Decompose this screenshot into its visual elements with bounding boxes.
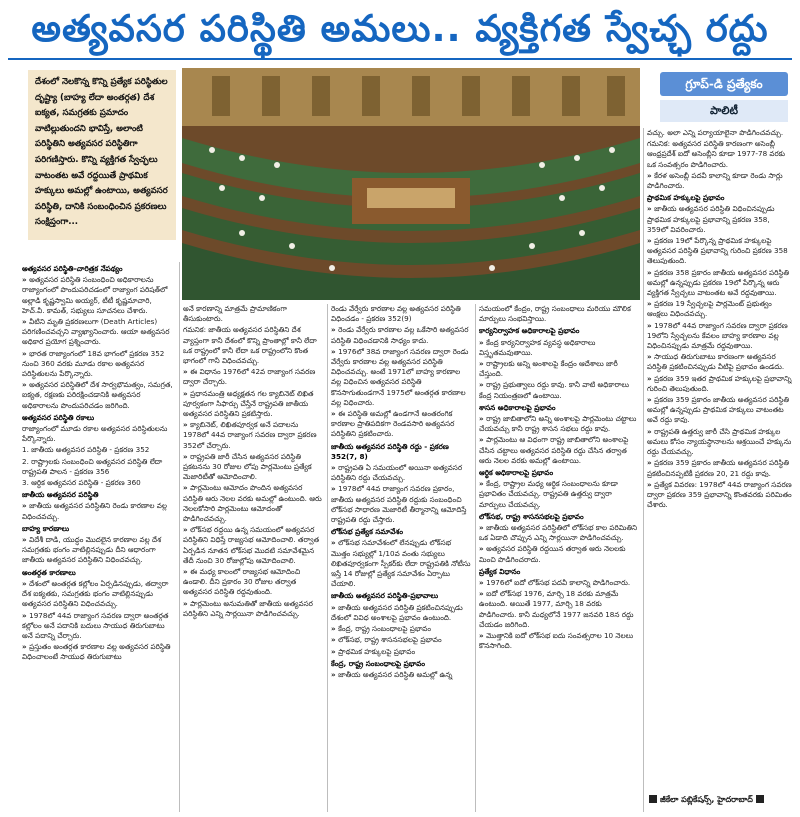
- section-heading: లోక్‌సభ, రాష్ట్ర శాసనసభలపై ప్రభావం: [479, 511, 584, 521]
- section-heading: జాతీయ అత్యవసర పరిస్థితి: [22, 490, 99, 500]
- paragraph: 3. ఆర్థిక అత్యవసర పరిస్థితి - ప్రకరణ 360: [22, 478, 141, 488]
- paragraph: » పార్లమెంటు ఆమోదం పొందిన అత్యవసర పరిస్థితి ఆరు నెలల వరకు అమల్లో ఉంటుంది. ఆరు నెలలకోసారి పార్లమెంటు ఆమోదంతో పొడిగించవచ్చు.: [183, 483, 323, 524]
- paragraph: » జాతీయ అత్యవసర పరిస్థితి ప్రకటించినప్పుడు దేశంలో వివిధ అంశాలపై ప్రభావం ఉంటుంది.: [331, 603, 471, 623]
- paragraph: » భారత రాజ్యాంగంలో 18వ భాగంలో ప్రకరణ 352 నుంచి 360 వరకు మూడు రకాల అత్యవసర పరిస్థితులను పేర్కొన్నారు.: [22, 349, 176, 380]
- paragraph: » అత్యవసర పరిస్థితి సంబంధించి అధికారాలను రాజ్యాంగంలో పొందుపరిచడంలో రాజ్యాంగ పరిషత్‌లో అల్లాడి కృష్ణస్వామి అయ్యర్, టీటీ కృష్ణమాచారి, హెచ్.వీ. కామత్, సభ్యులు సూచనలు చేశారు.: [22, 275, 176, 316]
- intro-box: దేశంలో నెలకొన్న కొన్ని ప్రత్యేక పరిస్థితుల దృష్ట్యా (బాహ్య లేదా అంతర్గత) దేశ ఐక్యత, సమగ్రతకు ప్రమాదం వాటిల్లుతుందని భావిస్తే, అలాంటి పరిస్థితిని అత్యవసర పరిస్థితిగా పరిగణిస్తారు. కొన్ని వ్యక్తిగత స్వేచ్ఛలు వాటంతట అవే రద్దయితే ప్రాథమిక హక్కులు అమల్లో ఉంటాయి, అత్యవసర పరిస్థితి, దానికి సంబంధించిన ప్రకరణలు సంక్షిప్తంగా...: [28, 70, 176, 240]
- paragraph: » ప్రస్తుతం అంతర్గత కారణాల వల్ల అత్యవసర పరిస్థితి విధించాలంటే సాయుధ తిరుగుబాటు: [22, 642, 176, 662]
- paragraph: » లోక్‌సభ సమావేశంలో లేనప్పుడు లోక్‌సభ మొత్తం సభ్యుల్లో 1/10వ వంతు సభ్యులు లిఖితపూర్వకంగా స్పీకర్‌కు లేదా రాష్ట్రపతికి నోటీసు ఇస్తే 14 రోజుల్లో ప్రత్యేక సమావేశం ఏర్పాటు చేయాలి.: [331, 538, 471, 589]
- paragraph: » జాతీయ అత్యవసర పరిస్థితిలో లోక్‌సభ కాల పరిమితిని ఒక ఏడాది చొప్పున ఎన్ని సార్లయినా పొడిగించవచ్చు.: [479, 523, 639, 543]
- paragraph: » కేంద్ర, రాష్ట్రాల మధ్య ఆర్థిక సంబంధాలను కూడా ప్రభావితం చేయవచ్చు. రాష్ట్రపతి ఉత్తర్వు ద్వారా మార్పులు చేయవచ్చు.: [479, 479, 639, 510]
- section-heading: ఆర్థిక అధికారాలపై ప్రభావం: [479, 468, 554, 478]
- section-subject: పాలిటీ: [660, 100, 788, 122]
- paragraph: » క్యాబినెట్, లిఖితపూర్వక అనే పదాలను 1978లో 44వ రాజ్యాంగ సవరణ ద్వారా ప్రకరణ 352లో చేర్చారు.: [183, 420, 323, 451]
- section-heading: బాహ్య కారణాలు: [22, 523, 70, 533]
- paragraph: రాజ్యాంగంలో మూడు రకాల అత్యవసర పరిస్థితులను పేర్కొన్నారు.: [22, 424, 168, 444]
- paragraph: » ప్రకరణ 19 స్వేచ్ఛలపై పార్లమెంట్ ప్రభుత్వం ఆంక్షలు విధించవచ్చు.: [647, 299, 792, 319]
- publisher-credit: [646, 792, 792, 808]
- paragraph: » మొత్తానికి ఐదో లోక్‌సభ ఐదు సంవత్సరాల 10 నెలలు కొనసాగింది.: [479, 631, 639, 651]
- square-icon: [756, 795, 764, 803]
- section-heading: జాతీయ అత్యవసర పరిస్థితి రద్దు - ప్రకరణ 352(7, 8): [331, 441, 449, 461]
- paragraph: » 1976లో 38వ రాజ్యాంగ సవరణ ద్వారా రెండు వేర్వేరు కారణాల వల్ల అత్యవసర పరిస్థితి విధించవచ్చు. అంటే 1971లో బాహ్య కారణాల వల్ల విధించిన అత్యవసర పరిస్థితి కొనసాగుతుండగానే 1975లో అంతర్గత కారణాల వల్ల విధించారు.: [331, 347, 471, 408]
- paragraph: » ప్రధానమంత్రి అధ్యక్షతన గల క్యాబినెట్ లిఖిత పూర్వకంగా సిఫార్సు చేస్తేనే రాష్ట్రపతి జాతీయ అత్యవసర పరిస్థితిని ప్రకటిస్తారు.: [183, 389, 323, 420]
- paragraph: » రాష్ట్ర ప్రభుత్వాలు రద్దు కావు. కానీ వాటి అధికారాలు కేంద్ర నియంత్రణలో ఉంటాయి.: [479, 380, 639, 400]
- paragraph: » అత్యవసర పరిస్థితిలో దేశ సార్వభౌమత్వం, సమగ్రత, ఐక్యత, రక్షణకు పరిరక్షించడానికి అత్యవసర అధికారాలను పొందుపరిచడం జరిగింది.: [22, 380, 176, 411]
- paragraph: సమయంలో కేంద్రం, రాష్ట్ర సంబంధాలు మరియు మౌలిక మార్పులు సంభవిస్తాయి.: [479, 304, 631, 324]
- column-4: [479, 304, 639, 812]
- paragraph: » రాష్ట్రపతి జారీ చేసిన అత్యవసర పరిస్థితి ప్రకటనను 30 రోజుల లోపు పార్లమెంటు ప్రత్యేక మెజారిటీతో ఆమోదించాలి.: [183, 452, 323, 483]
- paragraph: » 1978లో 44వ రాజ్యాంగ సవరణ ద్వారా ప్రకరణ 19లోని స్వేచ్ఛలను కేవలం బాహ్య కారణాల వల్ల విధించినప్పుడు మాత్రమే రద్దవుతాయి.: [647, 321, 792, 352]
- section-heading: అత్యవసర పరిస్థితి-చారిత్రక నేపథ్యం: [22, 264, 123, 273]
- paragraph: » రాష్ట్రపతి ఏ సమయంలో అయినా అత్యవసర పరిస్థితిని రద్దు చేయవచ్చు.: [331, 463, 471, 483]
- column-divider: [475, 304, 476, 812]
- paragraph: » రాష్ట్ర జాబితాలోని అన్ని అంశాలపై పార్లమెంటు చట్టాలు చేయవచ్చు కానీ రాష్ట్ర శాసన సభలు రద్దు కావు.: [479, 414, 639, 434]
- publisher-name: జీకేలా పబ్లికేషన్స్, హైదరాబాద్: [660, 795, 753, 804]
- paragraph: » ప్రకరణ 359 ప్రకారం జాతీయ అత్యవసర పరిస్థితి అమల్లో ఉన్నప్పుడు ప్రాథమిక హక్కులు వాటంతట అవే రద్దు కావు.: [647, 395, 792, 426]
- paragraph: » ప్రకరణ 358 ప్రకారం జాతీయ అత్యవసర పరిస్థితి అమల్లో ఉన్నప్పుడు ప్రకరణ 19లో పేర్కొన్న ఆరు వ్యక్తిగత స్వేచ్ఛలు వాటంతట అవే రద్దవుతాయి.: [647, 268, 792, 299]
- paragraph: » 1978లో 44వ రాజ్యాంగ సవరణ ద్వారా అంతర్గత కల్లోలం అనే పదానికి బదులు సాయుధ తిరుగుబాటు అనే పదాన్ని చేర్చారు.: [22, 611, 176, 642]
- section-heading: కార్యనిర్వాహక అధికారాలపై ప్రభావం: [479, 326, 580, 336]
- column-divider: [179, 262, 180, 812]
- column-2: [183, 304, 323, 812]
- paragraph: 2. రాష్ట్రాలకు సంబంధించి అత్యవసర పరిస్థితి లేదా రాష్ట్రపతి పాలన - ప్రకరణ 356: [22, 456, 163, 476]
- paragraph: » ప్రకరణ 19లో పేర్కొన్న ప్రాథమిక హక్కులపై అత్యవసర పరిస్థితి ప్రభావాన్ని గురించి ప్రకరణ 358 తెలుపుతుంది.: [647, 236, 792, 267]
- paragraph: » ప్రకరణ 359 ప్రకారం జాతీయ అత్యవసర పరిస్థితి ప్రకటించినప్పటికీ ప్రకరణ 20, 21 రద్దు కావు.: [647, 458, 792, 478]
- section-heading: కేంద్ర, రాష్ట్ర సంబంధాలపై ప్రభావం: [331, 658, 426, 668]
- paragraph: » వీటిని మృతి ప్రకరణలుగా (Death Articles) పరిగణించవచ్చని వ్యాఖ్యానించారు. ఆయా అత్యవసర అధికార ప్రయోగ ప్రశ్నించారు.: [22, 317, 176, 348]
- section-badge: గ్రూప్-డి ప్రత్యేకం: [660, 72, 788, 96]
- section-heading: లోక్‌సభ ప్రత్యేక సమావేశం: [331, 527, 404, 537]
- paragraph: » జాతీయ అత్యవసర పరిస్థితి విధించినప్పుడు ప్రాథమిక హక్కులపై ప్రభావాన్ని ప్రకరణ 358, 359లో వివరించారు.: [647, 204, 792, 235]
- paragraph: » ప్రాథమిక హక్కులపై ప్రభావం: [331, 647, 471, 657]
- column-3: [331, 304, 471, 812]
- section-heading: అంతర్గత కారణాలు: [22, 567, 76, 577]
- paragraph: » లోక్‌సభ రద్దయి ఉన్న సమయంలో అత్యవసర పరిస్థితిని విధిస్తే రాజ్యసభ ఆమోదించాలి. తర్వాత ఏర్పడిన నూతన లోక్‌సభ మొదటి సమావేశమైన తేదీ నుంచి 30 రోజుల్లోపు ఆమోదించాలి.: [183, 525, 323, 566]
- paragraph: గమనిక: జాతీయ అత్యవసర పరిస్థితిని దేశ వ్యాప్తంగా కానీ దేశంలో కొన్ని ప్రాంతాల్లో కానీ లేదా ఒక రాష్ట్రంలో కానీ లేదా ఒక రాష్ట్రంలోని కొంత భాగంలో గానీ విధించవచ్చు.: [183, 325, 317, 366]
- paragraph: » అత్యవసర పరిస్థితి రద్దయిన తర్వాత ఆరు నెలలకు మించి పొడిగించరాదు.: [479, 544, 639, 564]
- paragraph: » సాయుధ తిరుగుబాటు కారణంగా అత్యవసర పరిస్థితి ప్రకటించినప్పుడు వీటిపై ప్రభావం ఉండదు.: [647, 352, 792, 372]
- paragraph: » పార్లమెంటు ఆ విధంగా రాష్ట్ర జాబితాలోని అంశాలపై చేసిన చట్టాలు అత్యవసర పరిస్థితి రద్దు చేసిన తర్వాత ఆరు నెలల వరకు అమల్లో ఉంటాయి.: [479, 435, 639, 466]
- square-icon: [649, 795, 657, 803]
- paragraph: » 1976లో ఐదో లోక్‌సభ పదవీ కాలాన్ని పొడిగించారు.: [479, 578, 639, 588]
- paragraph: » ఈ మధ్య కాలంలో రాజ్యసభ ఆమోదించి ఉండాలి. దీని ప్రకారం 30 రోజుల తర్వాత అత్యవసర పరిస్థితి రద్దవుతుంది.: [183, 567, 323, 598]
- paragraph: » జాతీయ అత్యవసర పరిస్థితిని రెండు కారణాల వల్ల విధించవచ్చు.: [22, 501, 176, 521]
- column-divider: [327, 304, 328, 812]
- column-5: [647, 128, 792, 788]
- section-heading: శాసన అధికారాలపై ప్రభావం: [479, 402, 556, 412]
- paragraph: » విదేశీ దాడి, యుద్ధం మొదలైన కారణాల వల్ల దేశ సమగ్రతకు భంగం వాటిల్లినప్పుడు దీని ఆధారంగా జాతీయ అత్యవసర పరిస్థితిని విధించవచ్చు.: [22, 535, 176, 566]
- paragraph: అనే కారణాన్ని మాత్రమే ప్రామాణికంగా తీసుకుంటారు.: [183, 304, 287, 324]
- paragraph: » ప్రకరణ 359 ఇతర ప్రాథమిక హక్కులపై ప్రభావాన్ని గురించి తెలుపుతుంది.: [647, 374, 792, 394]
- paragraph: » కేంద్ర, రాష్ట్ర సంబంధాలపై ప్రభావం: [331, 624, 471, 634]
- section-heading: అత్యవసర పరిస్థితి రకాలు: [22, 412, 95, 422]
- parliament-photo-illustration: [182, 68, 640, 300]
- paragraph: » రాష్ట్రాలకు అన్ని అంశాలపై కేంద్రం ఆదేశాలు జారీ చేస్తుంది.: [479, 359, 639, 379]
- paragraph: » రాష్ట్రపతి ఉత్తర్వు జారీ చేసి ప్రాథమిక హక్కుల అమలు కోసం న్యాయస్థానాలను ఆశ్రయించే హక్కును రద్దు చేయవచ్చు.: [647, 427, 792, 458]
- paragraph: » కేంద్ర కార్యనిర్వాహక వ్యవస్థ అధికారాలు విస్తృతమవుతాయి.: [479, 338, 639, 358]
- paragraph: » ఈ విధానం 1976లో 42వ రాజ్యాంగ సవరణ ద్వారా చేర్చారు.: [183, 367, 323, 387]
- paragraph: » జాతీయ అత్యవసర పరిస్థితి అమల్లో ఉన్న: [331, 670, 471, 680]
- paragraph: » ప్రత్యేక వివరణ: 1978లో 44వ రాజ్యాంగ సవరణ ద్వారా ప్రకరణ 359 ప్రభావాన్ని కొంతవరకు పరిమితం చేశారు.: [647, 480, 792, 511]
- paragraph: » ఐదో లోక్‌సభ 1976, మార్చి 18 వరకు మాత్రమే ఉంటుంది. అయితే 1977, మార్చి 18 వరకు పొడిగించారు. కానీ మధ్యలోనే 1977 జనవరి 18న రద్దు చేయడం జరిగింది.: [479, 589, 639, 630]
- paragraph: రెండు వేర్వేరు కారణాల వల్ల అత్యవసర పరిస్థితి విధించడం - ప్రకరణ 352(9): [331, 304, 461, 324]
- section-heading: జాతీయ అత్యవసర పరిస్థితి-ప్రభావాలు: [331, 591, 439, 601]
- headline: అత్యవసర పరిస్థితి అమలు.. వ్యక్తిగత స్వేచ్ఛ రద్దు: [31, 7, 769, 50]
- paragraph: » లోక్‌సభ, రాష్ట్ర శాసనసభలపై ప్రభావం: [331, 635, 471, 645]
- parliament-photo: [182, 68, 640, 300]
- paragraph: » 1978లో 44వ రాజ్యాంగ సవరణ ప్రకారం, జాతీయ అత్యవసర పరిస్థితి రద్దుకు సంబంధించి లోక్‌సభ సాధారణ మెజారిటీ తీర్మానాన్ని ఆమోదిస్తే రాష్ట్రపతి రద్దు చేస్తారు.: [331, 484, 471, 525]
- paragraph: » పార్లమెంటు అనుమతితో జాతీయ అత్యవసర పరిస్థితిని ఎన్ని సార్లయినా పొడిగించవచ్చు.: [183, 599, 323, 619]
- paragraph: » దేశంలో అంతర్గత కల్లోలం ఏర్పడినప్పుడు, తద్వారా దేశ ఐక్యతకు, సమగ్రతకు భంగం వాటిల్లినప్పుడు అత్యవసర పరిస్థితిని విధించవచ్చు.: [22, 579, 176, 610]
- headline-rule: [8, 58, 792, 60]
- paragraph: గమనిక: అత్యవసర పరిస్థితి కారణంగా అసెంబ్లీ ఆంధ్రప్రదేశ్ ఐదో అసెంబ్లీని కూడా 1977-78 వరకు ఒక సంవత్సరం పొడిగించారు.: [647, 139, 786, 169]
- column-1: [22, 262, 176, 812]
- column-divider: [643, 128, 644, 812]
- section-heading: ప్రత్యేక విధానం: [479, 566, 521, 576]
- paragraph: 1. జాతీయ అత్యవసర పరిస్థితి - ప్రకరణ 352: [22, 445, 150, 455]
- paragraph: » రెండు వేర్వేరు కారణాల వల్ల ఒకేసారి అత్యవసర పరిస్థితి విధించడానికి సాధ్యం కాదు.: [331, 325, 471, 345]
- paragraph: » కేరళ అసెంబ్లీ పదవీ కాలాన్ని కూడా రెండు సార్లు పొడిగించారు.: [647, 171, 792, 191]
- paragraph: » ఈ పరిస్థితి అమల్లో ఉండగానే అంతరంగిక కారణాల ప్రాతిపదికగా రెండవసారి అత్యవసర పరిస్థితిని ప్రకటించారు.: [331, 409, 471, 440]
- section-heading: ప్రాథమిక హక్కులపై ప్రభావం: [647, 193, 725, 203]
- paragraph: వచ్చు. అలా ఎన్ని పర్యాయాలైనా పొడిగించవచ్చు.: [647, 128, 784, 137]
